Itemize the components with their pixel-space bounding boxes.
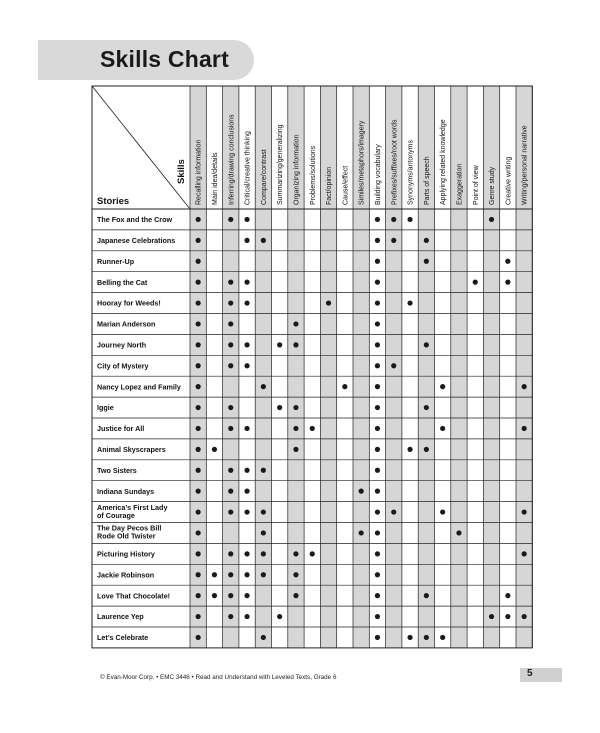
skill-dot bbox=[440, 635, 445, 640]
skill-dot bbox=[196, 551, 201, 556]
story-name: Runner-Up bbox=[97, 256, 135, 266]
skill-dot bbox=[228, 509, 233, 514]
story-name: Nancy Lopez and Family bbox=[97, 382, 181, 392]
skill-dot bbox=[196, 280, 201, 285]
story-name: Iggie bbox=[97, 403, 114, 413]
skill-dot bbox=[244, 509, 249, 514]
skill-dot bbox=[261, 509, 266, 514]
skill-dot bbox=[375, 530, 380, 535]
skill-dot bbox=[293, 321, 298, 326]
skill-dot bbox=[375, 238, 380, 243]
skill-dot bbox=[522, 551, 527, 556]
skill-dot bbox=[261, 238, 266, 243]
skill-header: Fact/opinion bbox=[326, 166, 334, 205]
skill-dot bbox=[228, 572, 233, 577]
skill-dot bbox=[310, 426, 315, 431]
skill-dot bbox=[212, 593, 217, 598]
skill-dot bbox=[359, 489, 364, 494]
skill-dot bbox=[375, 426, 380, 431]
skill-dot bbox=[424, 593, 429, 598]
story-name: Belling the Cat bbox=[97, 277, 148, 287]
skill-dot bbox=[196, 426, 201, 431]
skill-header: Recalling information bbox=[195, 139, 203, 205]
story-name: City of Mystery bbox=[97, 361, 149, 371]
story-name: Let’s Celebrate bbox=[97, 633, 149, 643]
header-diagonal bbox=[92, 86, 190, 209]
skill-dot bbox=[375, 551, 380, 556]
skill-dot bbox=[293, 405, 298, 410]
stories-corner-label: Stories bbox=[97, 196, 130, 207]
skill-header: Compare/contrast bbox=[260, 149, 268, 205]
skill-dot bbox=[505, 259, 510, 264]
skill-dot bbox=[407, 447, 412, 452]
skill-dot bbox=[505, 614, 510, 619]
skill-dot bbox=[196, 384, 201, 389]
skill-header: Building vocabulary bbox=[374, 144, 382, 205]
skill-dot bbox=[407, 217, 412, 222]
skill-dot bbox=[375, 572, 380, 577]
skill-dot bbox=[293, 447, 298, 452]
skill-dot bbox=[522, 614, 527, 619]
skill-dot bbox=[196, 259, 201, 264]
skill-header: Writing/personal narrative bbox=[521, 125, 529, 205]
skill-header: Parts of speech bbox=[423, 156, 431, 205]
skill-dot bbox=[489, 614, 494, 619]
skill-dot bbox=[407, 635, 412, 640]
skill-dot bbox=[196, 468, 201, 473]
skill-header: Critical/creative thinking bbox=[244, 131, 252, 205]
skill-dot bbox=[440, 384, 445, 389]
skill-dot bbox=[261, 530, 266, 535]
skill-dot bbox=[244, 238, 249, 243]
story-name: Japanese Celebrations bbox=[97, 235, 176, 245]
skill-dot bbox=[375, 384, 380, 389]
skill-dot bbox=[244, 280, 249, 285]
skills-corner-label: Skills bbox=[176, 159, 187, 184]
skill-dot bbox=[440, 426, 445, 431]
story-name: Justice for All bbox=[97, 424, 145, 434]
skill-dot bbox=[196, 300, 201, 305]
skill-dot bbox=[489, 217, 494, 222]
skill-dot bbox=[522, 509, 527, 514]
skill-header: Cause/effect bbox=[342, 165, 350, 205]
skill-dot bbox=[244, 300, 249, 305]
page-title: Skills Chart bbox=[100, 46, 229, 72]
skill-dot bbox=[293, 572, 298, 577]
skill-dot bbox=[375, 447, 380, 452]
skill-dot bbox=[375, 614, 380, 619]
skill-dot bbox=[228, 280, 233, 285]
skill-dot bbox=[228, 468, 233, 473]
skill-dot bbox=[261, 551, 266, 556]
footer-copyright: © Evan-Moor Corp. • EMC 3446 • Read and Understand with Leveled Texts, Grade 6 bbox=[100, 674, 337, 681]
skill-dot bbox=[522, 426, 527, 431]
skill-dot bbox=[473, 280, 478, 285]
skill-dot bbox=[456, 530, 461, 535]
skill-dot bbox=[196, 509, 201, 514]
skill-dot bbox=[505, 593, 510, 598]
skill-dot bbox=[505, 280, 510, 285]
skill-dot bbox=[261, 468, 266, 473]
skill-dot bbox=[424, 259, 429, 264]
skill-dot bbox=[440, 509, 445, 514]
story-name: Laurence Yep bbox=[97, 612, 144, 622]
story-name: Marian Anderson bbox=[97, 319, 156, 329]
skill-dot bbox=[244, 342, 249, 347]
skill-dot bbox=[244, 572, 249, 577]
skill-dot bbox=[375, 280, 380, 285]
skill-dot bbox=[407, 300, 412, 305]
skill-dot bbox=[228, 405, 233, 410]
skill-header: Similes/metaphors/imagery bbox=[358, 120, 366, 205]
skill-header: Exaggeration bbox=[456, 163, 464, 205]
story-name: Jackie Robinson bbox=[97, 570, 155, 580]
skill-dot bbox=[196, 530, 201, 535]
skill-dot bbox=[228, 614, 233, 619]
skill-dot bbox=[228, 489, 233, 494]
skill-dot bbox=[375, 363, 380, 368]
skill-dot bbox=[228, 593, 233, 598]
skill-header: Prefixes/suffixes/root words bbox=[391, 119, 399, 205]
skill-dot bbox=[424, 238, 429, 243]
skill-dot bbox=[244, 426, 249, 431]
skill-dot bbox=[375, 321, 380, 326]
skill-dot bbox=[326, 300, 331, 305]
skill-dot bbox=[212, 572, 217, 577]
skill-header: Applying related knowledge bbox=[440, 119, 448, 205]
story-name: The Fox and the Crow bbox=[97, 215, 173, 225]
skill-dot bbox=[359, 530, 364, 535]
skill-dot bbox=[391, 238, 396, 243]
skill-dot bbox=[196, 489, 201, 494]
story-name: Picturing History bbox=[97, 549, 155, 559]
skill-dot bbox=[228, 426, 233, 431]
skill-dot bbox=[375, 217, 380, 222]
skill-dot bbox=[375, 259, 380, 264]
skill-dot bbox=[261, 384, 266, 389]
skill-dot bbox=[424, 447, 429, 452]
skill-dot bbox=[375, 468, 380, 473]
skill-dot bbox=[424, 342, 429, 347]
story-name: America’s First Lady of Courage bbox=[97, 502, 168, 520]
page-number: 5 bbox=[527, 668, 533, 679]
skill-dot bbox=[342, 384, 347, 389]
skill-dot bbox=[212, 447, 217, 452]
skill-dot bbox=[244, 551, 249, 556]
skill-dot bbox=[277, 405, 282, 410]
skill-header: Genre study bbox=[489, 166, 497, 205]
skill-dot bbox=[244, 614, 249, 619]
skill-dot bbox=[228, 342, 233, 347]
story-name: The Day Pecos Bill Rode Old Twister bbox=[97, 523, 162, 541]
skill-header: Main idea/details bbox=[211, 152, 219, 205]
skill-dot bbox=[261, 572, 266, 577]
skill-dot bbox=[196, 217, 201, 222]
skill-dot bbox=[391, 363, 396, 368]
skill-dot bbox=[375, 342, 380, 347]
skill-dot bbox=[375, 405, 380, 410]
skill-dot bbox=[375, 509, 380, 514]
skill-dot bbox=[196, 614, 201, 619]
skill-dot bbox=[293, 551, 298, 556]
skill-dot bbox=[196, 572, 201, 577]
skill-dot bbox=[196, 447, 201, 452]
skill-dot bbox=[391, 509, 396, 514]
skill-dot bbox=[196, 363, 201, 368]
story-name: Indiana Sundays bbox=[97, 486, 155, 496]
skill-dot bbox=[375, 300, 380, 305]
skill-dot bbox=[293, 593, 298, 598]
skill-dot bbox=[244, 468, 249, 473]
skill-dot bbox=[522, 384, 527, 389]
skill-header: Point of view bbox=[472, 165, 480, 205]
skill-dot bbox=[244, 593, 249, 598]
skill-dot bbox=[228, 217, 233, 222]
skill-dot bbox=[375, 635, 380, 640]
skill-dot bbox=[196, 342, 201, 347]
skill-dot bbox=[196, 405, 201, 410]
skill-dot bbox=[228, 300, 233, 305]
skill-header: Creative writing bbox=[505, 156, 513, 205]
skill-dot bbox=[196, 321, 201, 326]
skill-header: Summarizing/generalizing bbox=[277, 124, 285, 205]
skill-dot bbox=[228, 321, 233, 326]
skill-dot bbox=[277, 614, 282, 619]
skill-dot bbox=[391, 217, 396, 222]
skill-dot bbox=[228, 551, 233, 556]
skill-header: Synonyms/antonyms bbox=[407, 140, 415, 205]
skill-dot bbox=[424, 405, 429, 410]
skill-dot bbox=[277, 342, 282, 347]
skill-dot bbox=[424, 635, 429, 640]
story-name: Love That Chocolate! bbox=[97, 591, 171, 601]
skill-dot bbox=[310, 551, 315, 556]
skill-header: Organizing information bbox=[293, 134, 301, 205]
skill-dot bbox=[293, 342, 298, 347]
skill-dot bbox=[261, 635, 266, 640]
story-name: Journey North bbox=[97, 340, 147, 350]
skill-dot bbox=[196, 593, 201, 598]
skill-dot bbox=[244, 363, 249, 368]
story-name: Two Sisters bbox=[97, 465, 137, 475]
skill-dot bbox=[196, 635, 201, 640]
skill-dot bbox=[196, 238, 201, 243]
skill-dot bbox=[244, 489, 249, 494]
story-name: Animal Skyscrapers bbox=[97, 444, 166, 454]
skill-header: Problems/solutions bbox=[309, 145, 317, 205]
skill-dot bbox=[375, 593, 380, 598]
skill-dot bbox=[244, 217, 249, 222]
skill-dot bbox=[375, 489, 380, 494]
skill-header: Inferring/drawing conclusions bbox=[228, 114, 236, 205]
skill-dot bbox=[228, 363, 233, 368]
skill-dot bbox=[293, 426, 298, 431]
story-name: Hooray for Weeds! bbox=[97, 298, 161, 308]
